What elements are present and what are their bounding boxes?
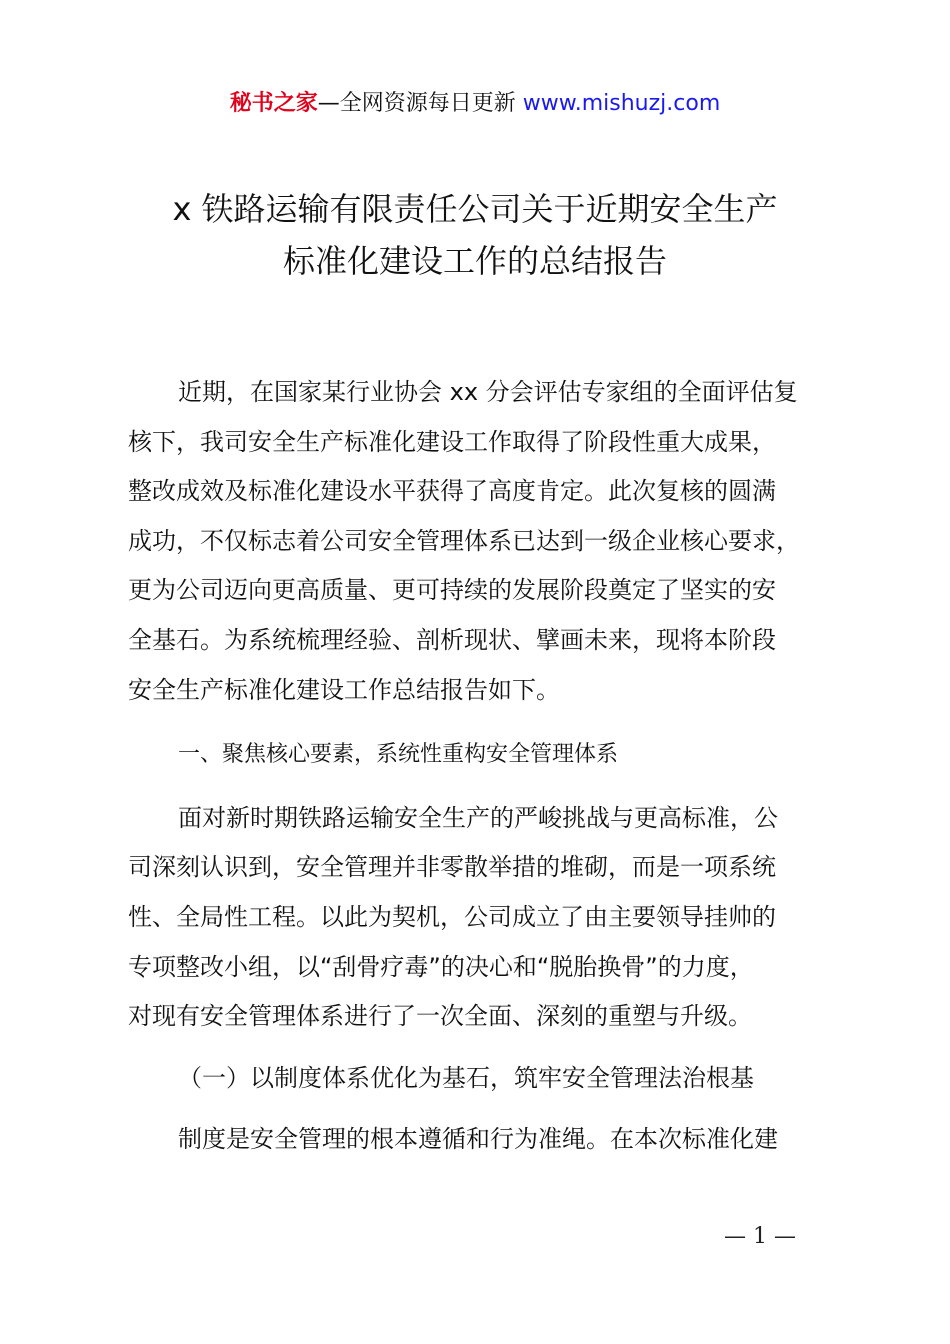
text-line: 制度是安全管理的根本遵循和行为准绳。在本次标准化建 [178, 1125, 778, 1154]
section-1-heading [128, 730, 848, 780]
document-body [128, 368, 848, 1165]
document-title [0, 183, 950, 287]
text-line: 核下，我司安全生产标准化建设工作取得了阶段性重大成果， [128, 427, 776, 456]
text-line: 专项整改小组，以“刮骨疗毒”的决心和“脱胎换骨”的力度， [128, 952, 754, 981]
text-line: 成功，不仅标志着公司安全管理体系已达到一级企业核心要求， [128, 526, 800, 555]
text-line: 近期，在国家某行业协会 xx 分会评估专家组的全面评估复 [178, 378, 798, 406]
text-line: 更为公司迈向更高质量、更可持续的发展阶段奠定了坚实的安 [128, 576, 776, 605]
text-line: 司深刻认识到，安全管理并非零散举措的堆砌，而是一项系统 [128, 853, 776, 882]
text-line: 全基石。为系统梳理经验、剖析现状、擘画未来，现将本阶段 [128, 625, 776, 654]
site-brand: 秘书之家 [229, 91, 318, 116]
title-line-2: 标准化建设工作的总结报告 [282, 242, 667, 280]
text-line: 整改成效及标准化建设水平获得了高度肯定。此次复核的圆满 [128, 477, 776, 506]
subsection-heading-text: （一）以制度体系优化为基石，筑牢安全管理法治根基 [178, 1063, 754, 1092]
intro-paragraph [128, 368, 848, 715]
text-line: 性、全局性工程。以此为契机，公司成立了由主要领导挂帅的 [128, 902, 776, 931]
subsection-1-heading [128, 1054, 848, 1104]
site-header [0, 88, 950, 120]
site-tagline: —全网资源每日更新 [317, 91, 523, 116]
text-line: 面对新时期铁路运输安全生产的严峻挑战与更高标准，公 [178, 803, 778, 832]
text-line: 对现有安全管理体系进行了一次全面、深刻的重塑与升级。 [128, 1002, 752, 1031]
title-line-1: x 铁路运输有限责任公司关于近期安全生产 [172, 190, 778, 228]
text-line: 安全生产标准化建设工作总结报告如下。 [128, 675, 560, 704]
subsection-1-paragraph [128, 1115, 848, 1165]
site-url-link[interactable]: www.mishuzj.com [522, 91, 721, 116]
section-1-paragraph [128, 794, 848, 1042]
page-number: — 1 — [724, 1224, 796, 1249]
section-heading-text: 一、聚焦核心要素，系统性重构安全管理体系 [178, 742, 619, 768]
